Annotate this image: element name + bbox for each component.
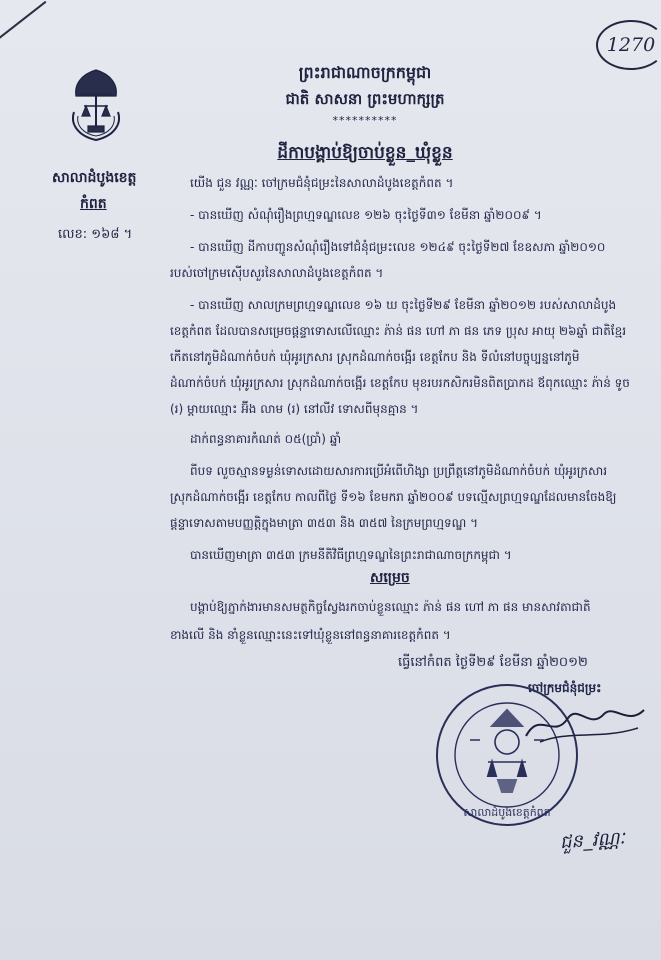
paragraph-line: - បានឃើញ សំណុំរឿងព្រហ្មទណ្ឌលេខ ១២៦ ចុះថ្ងៃទី៣១ ខែមីនា ឆ្នាំ២០០៩ ។ — [190, 208, 542, 222]
paragraph-line: ស្រុកដំណាក់ចង្អើរ ខេត្តកែប កាលពីថ្ងៃ ទី១៦ ខែមករា ឆ្នាំ២០០៩ បទល្មើសព្រហ្មទណ្ឌដែលមានចែងឱ្យ — [170, 490, 617, 504]
paragraph-line: បានឃើញមាត្រា ៣៥៣ ក្រមនីតិវិធីព្រហ្មទណ្ឌនៃព្រះរាជាណាចក្រកម្ពុជា ។ — [190, 548, 512, 562]
signature-name: ជួន_វណ្ណៈ — [559, 827, 626, 854]
judge-title: ចៅក្រមជំនុំជម្រះ — [528, 681, 602, 695]
decision-line: ខាងលើ និង នាំខ្លួនឈ្មោះនេះទៅឃុំខ្លួននៅពន្ធនាគារខេត្តកំពត ។ — [170, 628, 451, 642]
paragraph-line: ដំណាក់ចំបក់ ឃុំអូរក្រសារ ស្រុកដំណាក់ចង្អើរ ខេត្តកែប មុខរបរកសិករមិនពិតប្រាកដ ឪពុកឈ្មោះ ភ៉ាន់ ទូច — [170, 376, 630, 390]
date-place-line: ធ្វើនៅកំពត ថ្ងៃទី២៩ ខែមីនា ឆ្នាំ២០១២ — [398, 655, 588, 670]
paragraph-line: កើតនៅភូមិដំណាក់ចំបក់ ឃុំអូរក្រសារ ស្រុកដំណាក់ចង្អើរ ខេត្តកែប និង ទីលំនៅបច្ចុប្បន្ននៅភូមិ — [170, 350, 580, 364]
paragraph-line: ដាក់ពន្ធនាគារកំណត់ ០៥(ប្រាំ) ឆ្នាំ — [190, 432, 342, 446]
svg-text:សាលាដំបូងខេត្តកំពត: សាលាដំបូងខេត្តកំពត — [463, 806, 551, 819]
stars-divider: ********** — [332, 114, 398, 127]
paragraph-line: ខេត្តកំពត ដែលបានសម្រេចផ្តន្ទាទោសលើឈ្មោះ ភ៉ាន់ ផន ហៅ ភា ផន ភេទ ប្រុស អាយុ ២៦ឆ្នាំ ជាតិខ្មែរ — [170, 324, 627, 338]
paragraph-line: ផ្តន្ទាទោសតាមបញ្ញត្តិក្នុងមាត្រា ៣៥៣ និង ៣៥៧ នៃក្រមព្រហ្មទណ្ឌ ។ — [170, 516, 478, 530]
paragraph-line: (រ) ម្តាយឈ្មោះ អ៊ីង លាម (រ) នៅលីវ ទោសពីមុនគ្មាន ។ — [170, 402, 419, 416]
paragraph-line: យើង ជួន វណ្ណៈ ចៅក្រមជំនុំជម្រះនៃសាលាដំបូងខេត្តកំពត ។ — [190, 176, 454, 190]
national-motto: ជាតិ សាសនា ព្រះមហាក្សត្រ — [285, 90, 445, 108]
document-number: លេខ: ១៦៨ ។ — [58, 227, 133, 242]
decision-heading: សម្រេច — [370, 570, 410, 586]
left-province-name: កំពត — [80, 196, 107, 212]
left-court-name: សាលាដំបូងខេត្ត — [52, 170, 137, 186]
paragraph-line: - បានឃើញ ដីកាបញ្ជូនសំណុំរឿងទៅជំនុំជម្រះលេខ ១២៤៩ ចុះថ្ងៃទី២៧ ខែឧសភា ឆ្នាំ២០១០ — [190, 240, 606, 254]
document-title: ដីកាបង្គាប់ឱ្យចាប់ខ្លួន_ឃុំខ្លួន — [277, 143, 453, 163]
kingdom-header: ព្រះរាជាណាចក្រកម្ពុជា — [298, 63, 432, 82]
paragraph-line: របស់ចៅក្រមស៊ើបសួរនៃសាលាដំបូងខេត្តកំពត ។ — [170, 266, 384, 280]
scan-edge-line — [0, 1, 46, 46]
handwritten-number-text: 1270 — [606, 34, 656, 56]
court-emblem-icon — [64, 66, 128, 146]
decision-line: បង្គាប់ឱ្យភ្នាក់ងារមានសមត្ថកិច្ចស្វែងរកចាប់ខ្លួនឈ្មោះ ភ៉ាន់ ផន ហៅ ភា ផន មានសាវតាជាតិ — [190, 600, 591, 614]
handwritten-number — [596, 20, 661, 70]
paragraph-line: ពីបទ លួចស្មានទម្ងន់ទោសដោយសារការប្រើអំពើហិង្សា ប្រព្រឹត្តនៅភូមិដំណាក់ចំបក់ ឃុំអូរក្រសារ — [190, 464, 608, 478]
signature-scribble-icon — [520, 700, 650, 750]
paragraph-line: - បានឃើញ សាលក្រមព្រហ្មទណ្ឌលេខ ១៦ ឃ ចុះថ្ងៃទី២៩ ខែមីនា ឆ្នាំ២០១២ របស់សាលាដំបូង — [190, 298, 617, 312]
